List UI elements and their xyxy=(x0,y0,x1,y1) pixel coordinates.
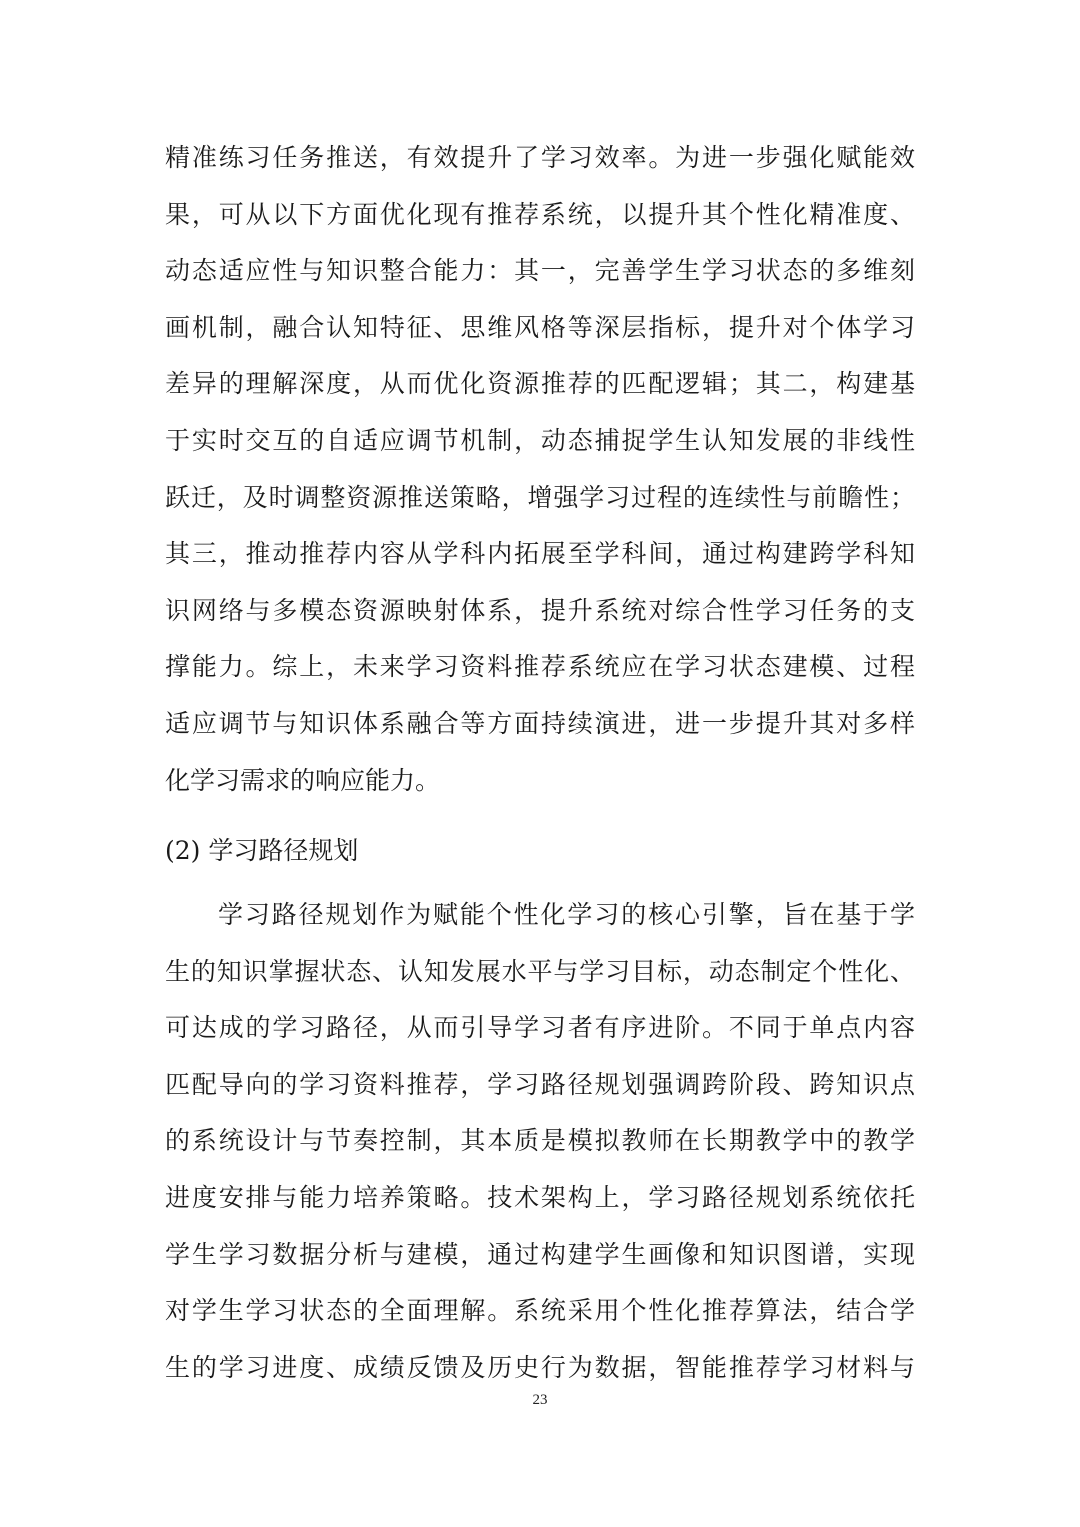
section-heading: (2) 学习路径规划 xyxy=(165,836,359,865)
paragraph-line: 进度安排与能力培养策略。技术架构上，学习路径规划系统依托 xyxy=(165,1182,915,1212)
paragraph-line: 跃迁，及时调整资源推送策略，增强学习过程的连续性与前瞻性； xyxy=(165,482,915,512)
paragraph-line: 生的学习进度、成绩反馈及历史行为数据，智能推荐学习材料与 xyxy=(165,1352,915,1382)
paragraph-line: 动态适应性与知识整合能力：其一，完善学生学习状态的多维刻 xyxy=(165,256,915,286)
page-number: 23 xyxy=(532,1392,548,1408)
paragraph-line: 撑能力。综上，未来学习资料推荐系统应在学习状态建模、过程 xyxy=(165,652,915,682)
paragraph-line: 生的知识掌握状态、认知发展水平与学习目标，动态制定个性化、 xyxy=(165,956,915,986)
paragraph-line: 学生学习数据分析与建模，通过构建学生画像和知识图谱，实现 xyxy=(165,1239,915,1269)
paragraph-line: 差异的理解深度，从而优化资源推荐的匹配逻辑；其二，构建基 xyxy=(165,369,915,399)
paragraph-line: 可达成的学习路径，从而引导学习者有序进阶。不同于单点内容 xyxy=(165,1013,915,1043)
paragraph-line: 于实时交互的自适应调节机制，动态捕捉学生认知发展的非线性 xyxy=(165,425,915,455)
paragraph-line: 匹配导向的学习资料推荐，学习路径规划强调跨阶段、跨知识点 xyxy=(165,1069,915,1099)
paragraph-recommendation-optimization xyxy=(165,130,915,809)
paragraph-line: 对学生学习状态的全面理解。系统采用个性化推荐算法，结合学 xyxy=(165,1296,915,1326)
paragraph-line: 的系统设计与节奏控制，其本质是模拟教师在长期教学中的教学 xyxy=(165,1126,915,1156)
paragraph-learning-path-planning xyxy=(165,887,915,1396)
paragraph-line: 学习路径规划作为赋能个性化学习的核心引擎，旨在基于学 xyxy=(218,900,915,929)
paragraph-line: 其三，推动推荐内容从学科内拓展至学科间，通过构建跨学科知 xyxy=(165,539,915,569)
paragraph-line: 精准练习任务推送，有效提升了学习效率。为进一步强化赋能效 xyxy=(165,143,915,172)
paragraph-line: 果，可从以下方面优化现有推荐系统，以提升其个性化精准度、 xyxy=(165,199,915,229)
paragraph-line: 识网络与多模态资源映射体系，提升系统对综合性学习任务的支 xyxy=(165,595,915,625)
paragraph-line: 化学习需求的响应能力。 xyxy=(165,765,441,795)
paragraph-line: 适应调节与知识体系融合等方面持续演进，进一步提升其对多样 xyxy=(165,708,915,738)
paragraph-line: 画机制，融合认知特征、思维风格等深层指标，提升对个体学习 xyxy=(165,312,915,342)
